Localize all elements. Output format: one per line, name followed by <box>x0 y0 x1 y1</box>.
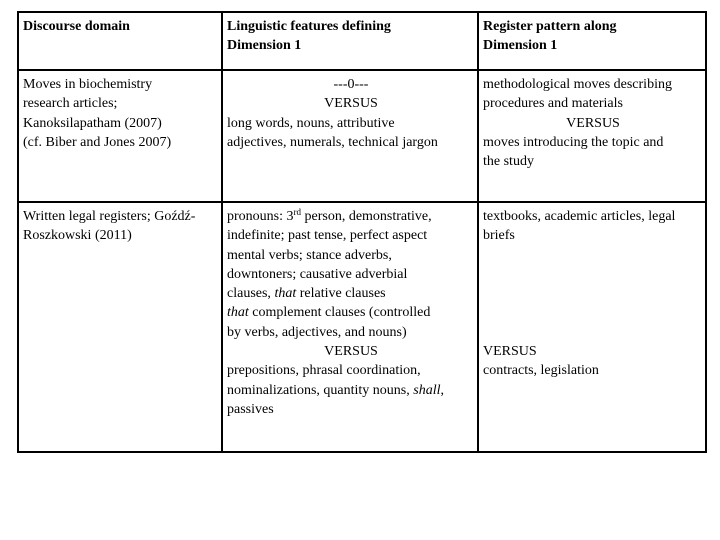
register-dimension-table <box>17 11 707 453</box>
header-row <box>18 12 706 70</box>
row1-discourse-domain: Moves in biochemistry research articles; Kanoksilapatham (2007) (cf. Biber and Jones 2007) <box>18 70 222 202</box>
row1-linguistic-features: ---0--- VERSUS long words, nouns, attributive adjectives, numerals, technical jargon <box>222 70 478 202</box>
header-register-pattern: Register pattern along Dimension 1 <box>478 12 706 70</box>
table-row <box>18 202 706 452</box>
header-discourse-domain: Discourse domain <box>18 12 222 70</box>
table-row <box>18 70 706 202</box>
row2-linguistic-features: pronouns: 3rd person, demonstrative, indefinite; past tense, perfect aspect mental verbs; stance adverbs, downtoners; causative adverbial clauses, that relative clauses that complement clauses (controlled by verbs, adjectives, and nouns) VERSUS prepositions, phrasal coordination, nominalizations, quantity nouns, shall, passives <box>222 202 478 452</box>
header-linguistic-features: Linguistic features defining Dimension 1 <box>222 12 478 70</box>
row1-register-pattern: methodological moves describing procedures and materials VERSUS moves introducing the topic and the study <box>478 70 706 202</box>
row2-register-pattern: textbooks, academic articles, legal briefs VERSUS contracts, legislation <box>478 202 706 452</box>
row2-discourse-domain: Written legal registers; Goźdź- Roszkowski (2011) <box>18 202 222 452</box>
